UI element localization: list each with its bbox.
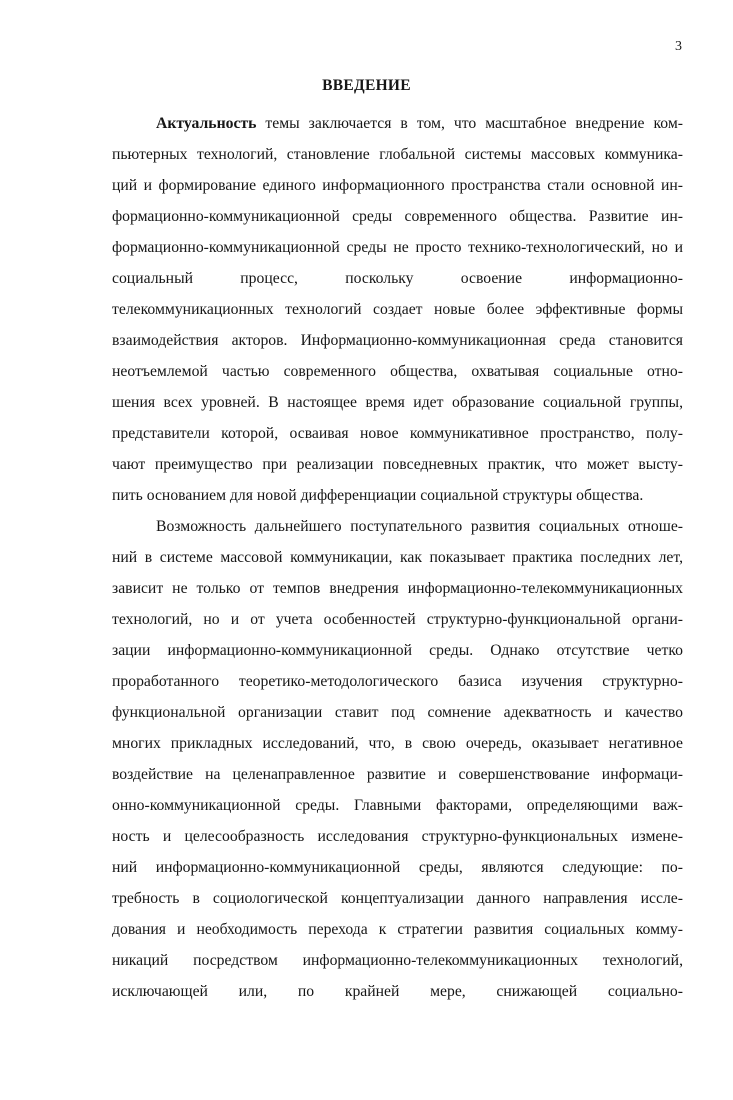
text-line: проработанного теоретико-методологического базиса изучения структурно- — [112, 673, 683, 690]
page-number: 3 — [675, 39, 682, 54]
text-line: ций и формирование единого информационного пространства стали основной ин- — [112, 177, 683, 194]
section-heading: ВВЕДЕНИЕ — [322, 77, 411, 94]
text-line: ний информационно-коммуникационной среды, являются следующие: по- — [112, 859, 683, 876]
text-line: телекоммуникационных технологий создает новые более эффективные формы — [112, 301, 683, 318]
text-line: шения всех уровней. В настоящее время идет образование социальной группы, — [112, 394, 683, 411]
text-line: зации информационно-коммуникационной среды. Однако отсутствие четко — [112, 642, 683, 659]
text-line: взаимодействия акторов. Информационно-коммуникационная среда становится — [112, 332, 683, 349]
text-line: Возможность дальнейшего поступательного развития социальных отноше- — [156, 518, 683, 535]
text-line: онно-коммуникационной среды. Главными факторами, определяющими важ- — [112, 797, 683, 814]
text-line: ность и целесообразность исследования структурно-функциональных измене- — [112, 828, 683, 845]
bold-lead-word: Актуальность — [156, 115, 257, 132]
text-line: дования и необходимость перехода к стратегии развития социальных комму- — [112, 921, 683, 938]
text-line: пьютерных технологий, становление глобальной системы массовых коммуника- — [112, 146, 683, 163]
text-line: воздействие на целенаправленное развитие и совершенствование информаци- — [112, 766, 683, 783]
text-line: исключающей или, по крайней мере, снижающей социально- — [112, 983, 683, 1000]
text-line: чают преимущество при реализации повседневных практик, что может высту- — [112, 456, 683, 473]
text-line: формационно-коммуникационной среды современного общества. Развитие ин- — [112, 208, 683, 225]
text-line: многих прикладных исследований, что, в свою очередь, оказывает негативное — [112, 735, 683, 752]
text-line: технологий, но и от учета особенностей структурно-функциональной органи- — [112, 611, 683, 628]
text-line: социальный процесс, поскольку освоение информационно- — [112, 270, 683, 287]
text-line: Актуальность темы заключается в том, что масштабное внедрение ком- — [156, 115, 683, 132]
text-line: функциональной организации ставит под сомнение адекватность и качество — [112, 704, 683, 721]
text-line: пить основанием для новой дифференциации социальной структуры общества. — [112, 487, 644, 504]
text-line: формационно-коммуникационной среды не просто технико-технологический, но и — [112, 239, 683, 256]
text-line: требность в социологической концептуализации данного направления иссле- — [112, 890, 683, 907]
text-line: зависит не только от темпов внедрения информационно-телекоммуникационных — [112, 580, 683, 597]
text-line: никаций посредством информационно-телекоммуникационных технологий, — [112, 952, 683, 969]
text-line: ний в системе массовой коммуникации, как показывает практика последних лет, — [112, 549, 683, 566]
text-line: неотъемлемой частью современного общества, охватывая социальные отно- — [112, 363, 683, 380]
text-line: представители которой, осваивая новое коммуникативное пространство, полу- — [112, 425, 683, 442]
